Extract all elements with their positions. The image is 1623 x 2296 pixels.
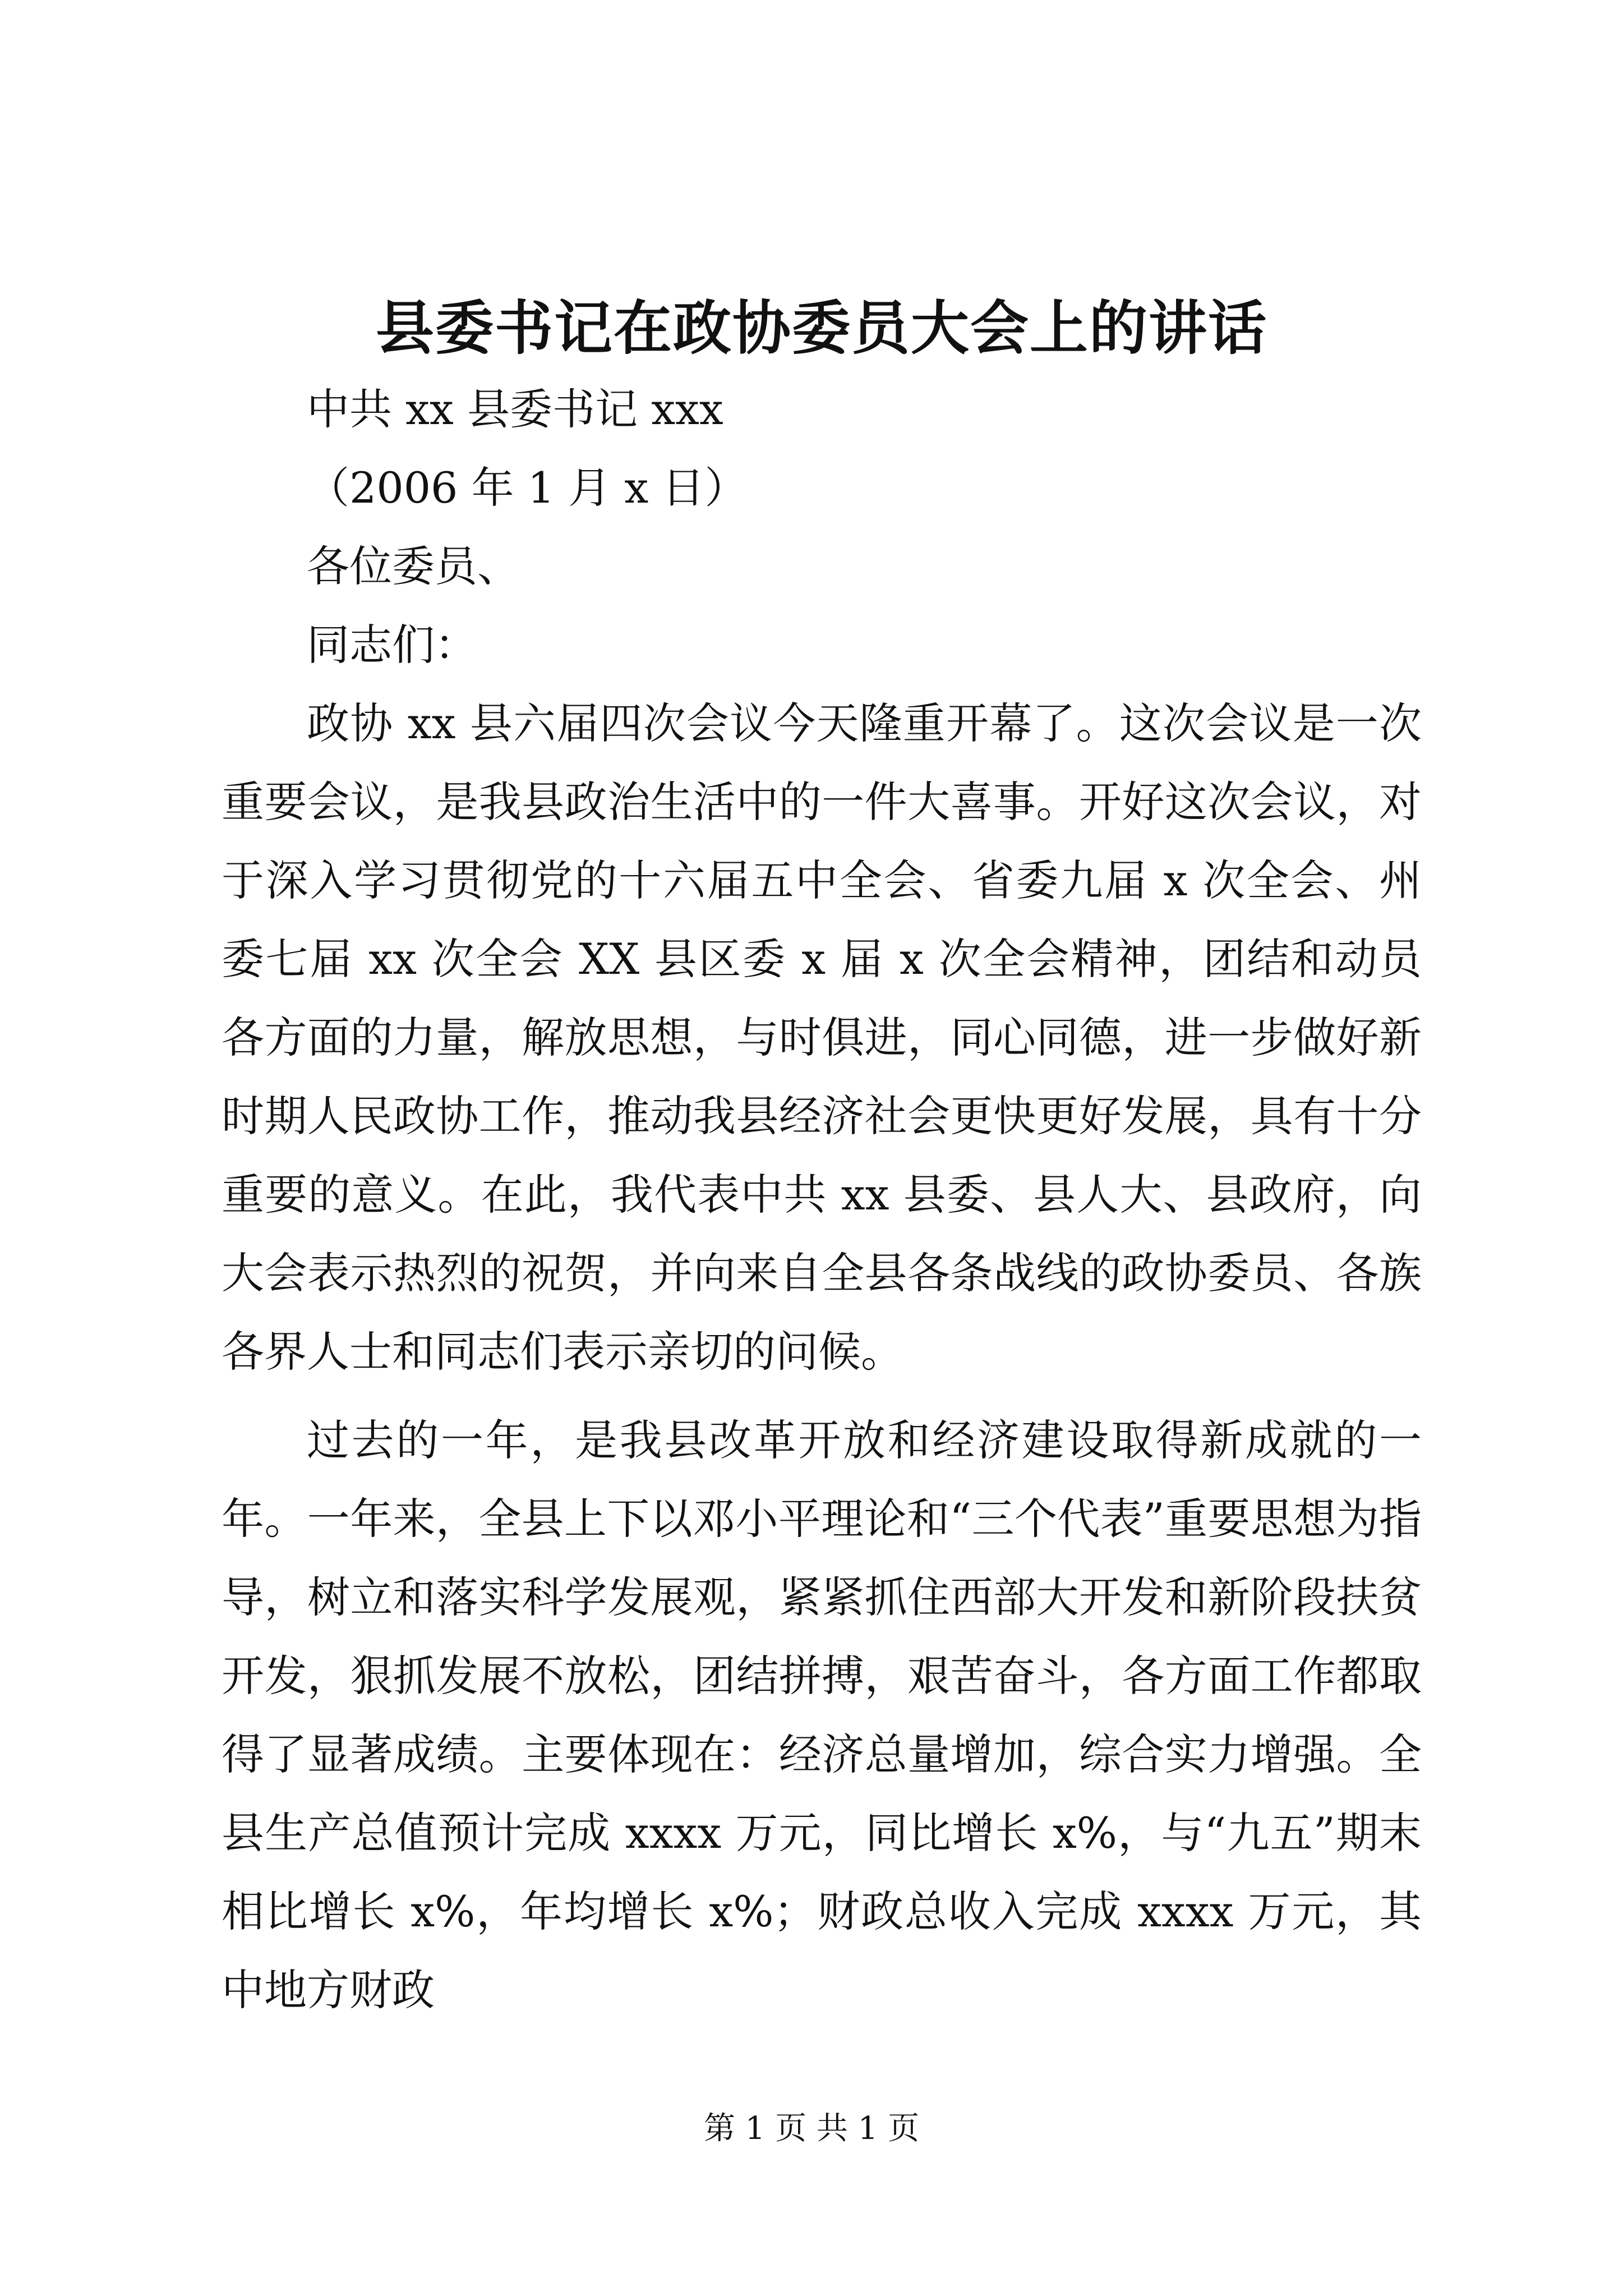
body-paragraph: 政协 xx 县六届四次会议今天隆重开幕了。这次会议是一次重要会议，是我县政治生活中的一件大喜事。开好这次会议，对于深入学习贯彻党的十六届五中全会、省委九届 x 次全会、州委七届 xx 次全会 XX 县区委 x 届 x 次全会精神，团结和动员各方面的力量，解放思想，与时俱进，同心同德，进一步做好新时期人民政协工作，推动我县经济社会更快更好发展，具有十分重要的意义。在此，我代表中共 xx 县委、县人大、县政府，向大会表示热烈的祝贺，并向来自全县各条战线的政协委员、各族各界人士和同志们表示亲切的问候。	[222, 698, 1422, 1377]
body-paragraph: 过去的一年，是我县改革开放和经济建设取得新成就的一年。一年来，全县上下以邓小平理论和“三个代表”重要思想为指导，树立和落实科学发展观，紧紧抓住西部大开发和新阶段扶贫开发，狠抓发展不放松，团结拼搏，艰苦奋斗，各方面工作都取得了显著成绩。主要体现在：经济总量增加，综合实力增强。全县生产总值预计完成 xxxx 万元，同比增长 x%，与“九五”期末相比增长 x%，年均增长 x%；财政总收入完成 xxxx 万元，其中地方财政	[222, 1415, 1422, 2015]
author-line: 中共 xx 县委书记 xxx	[307, 384, 723, 434]
document-title: 县委书记在政协委员大会上的讲话	[375, 293, 1267, 362]
salutation-line-1: 各位委员、	[307, 541, 520, 591]
date-line: （2006 年 1 月 x 日）	[307, 463, 748, 513]
document-body	[222, 292, 1422, 2030]
page-footer: 第 1 页 共 1 页	[703, 2110, 920, 2147]
salutation-line-2: 同志们：	[307, 620, 477, 670]
